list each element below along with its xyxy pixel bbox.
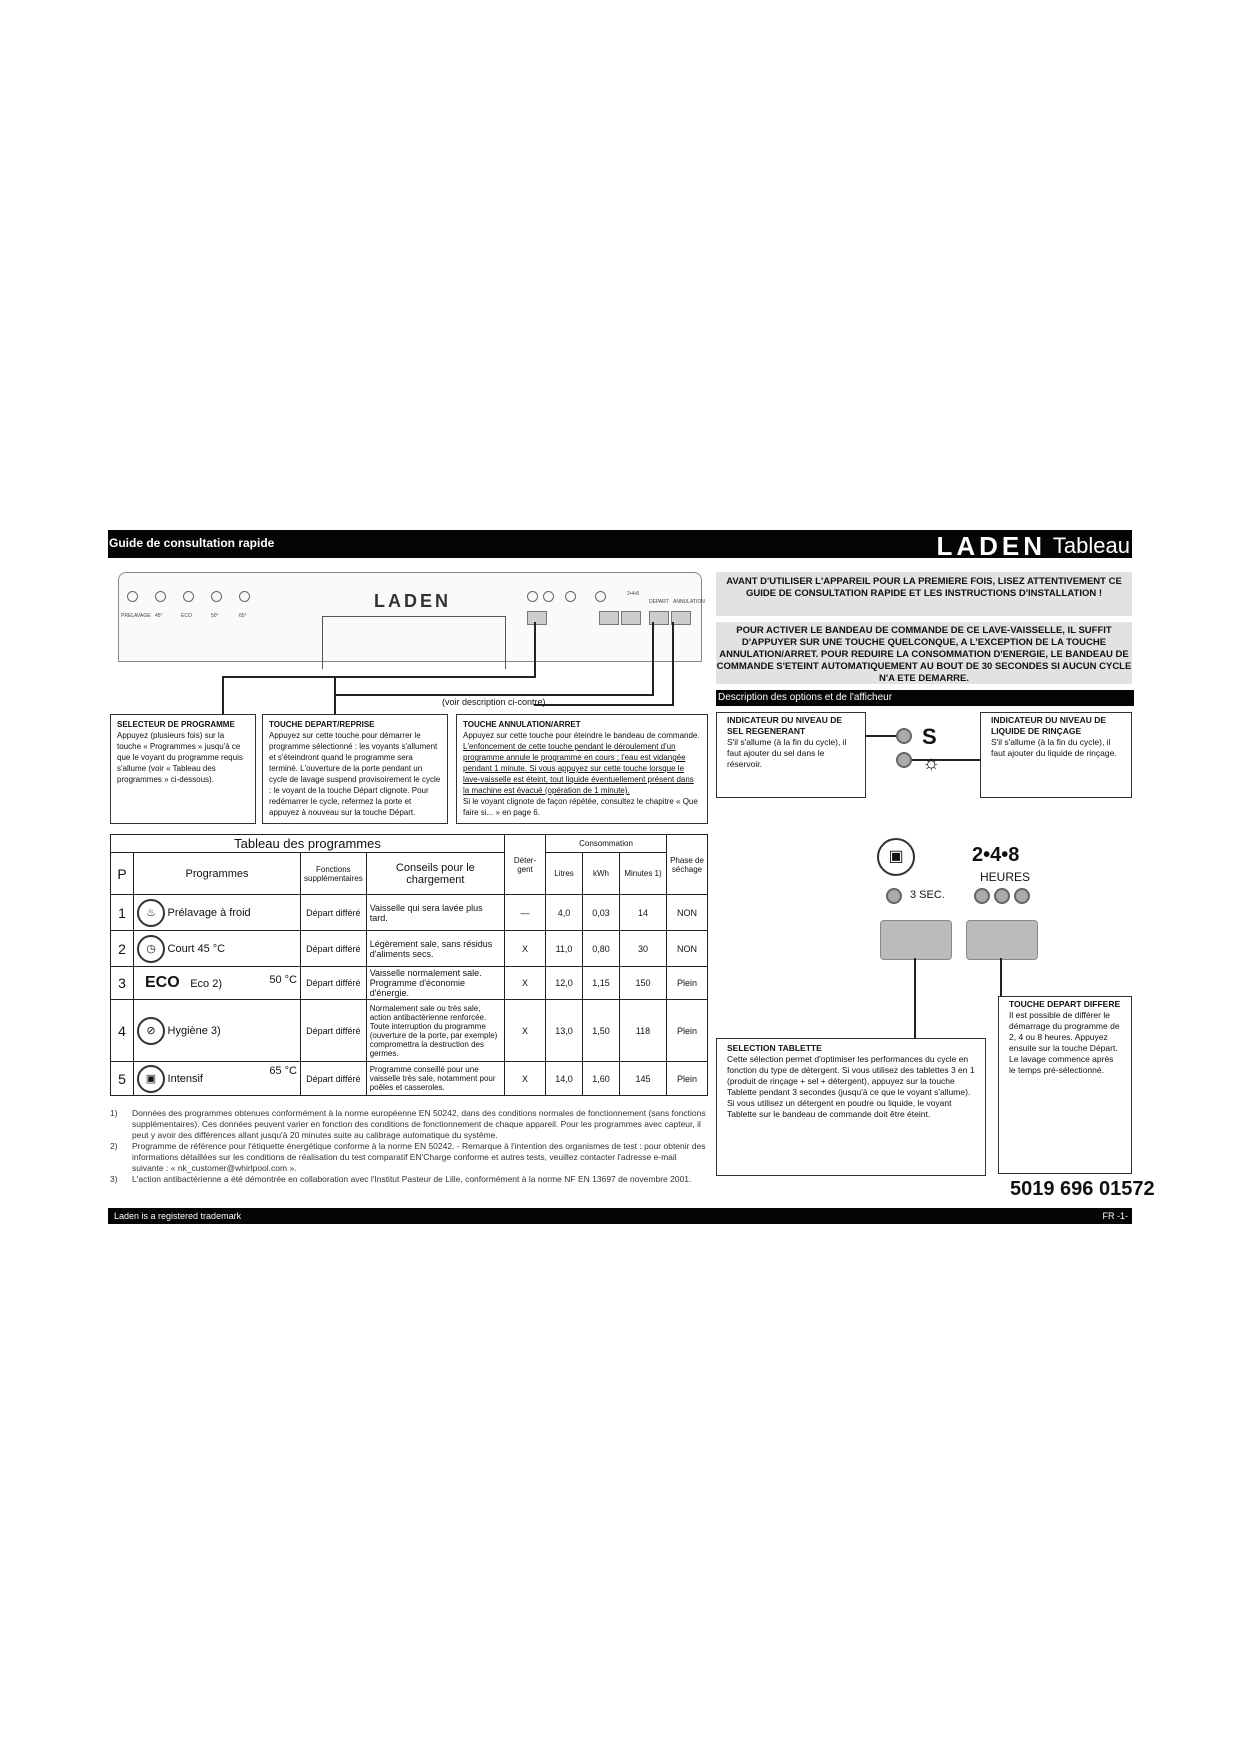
rinse-aid-indicator-box [980,712,1132,798]
first-use-warning: AVANT D'UTILISER L'APPAREIL POUR LA PREMIERE FOIS, LISEZ ATTENTIVEMENT CE GUIDE DE CONSULTATION RAPIDE ET LES INSTRUCTIONS D'INSTALLATION ! [716,572,1132,616]
col-functions: Fonctions supplémentaires [301,853,367,895]
connector-line [908,759,982,761]
clock-icon: ◷ [137,935,165,963]
program-cell [134,967,301,1000]
function-cell: Départ différé [301,895,367,931]
footnote-number: 1) [110,1108,118,1118]
delay-led-2h [974,888,990,904]
col-programs: Programmes [134,853,301,895]
panel-label: 65° [239,613,247,619]
connector-line [914,958,916,1038]
indicator-led [543,591,554,602]
footnote-text: L'action antibactérienne a été démontrée en collaboration avec l'Institut Pasteur de Lille, conformément à la norme NF EN 13697 de novembre 2001. [132,1174,692,1184]
eco-icon: ECO [145,974,180,991]
table-row [111,1000,708,1062]
callout-text: Appuyez (plusieurs fois) sur la touche « Programmes » jusqu'à ce que le voyant du programme requis s'allume (voir « Tableau des programmes » ci-dessous). [117,731,243,784]
callout-title: SELECTEUR DE PROGRAMME [117,720,235,729]
tablet-led [886,888,902,904]
cancel-button [671,611,691,625]
indicator-led [595,591,606,602]
panel-label: ECO [181,613,192,619]
tip-cell: Vaisselle qui sera lavée plus tard. [366,895,504,931]
footnote-number: 2) [110,1141,118,1151]
program-selector-callout [110,714,256,824]
litres-cell: 12,0 [546,967,583,1000]
col-consumption: Consommation [546,835,667,853]
indicator-led [239,591,250,602]
function-cell: Départ différé [301,1062,367,1096]
delay-button [621,611,641,625]
drying-cell: Plein [667,1000,708,1062]
callout-text: Appuyez sur cette touche pour éteindre le bandeau de commande. [463,731,700,740]
litres-cell: 13,0 [546,1000,583,1062]
detergent-cell: X [505,1000,546,1062]
delay-led-8h [1014,888,1030,904]
kwh-cell: 1,60 [583,1062,620,1096]
function-cell: Départ différé [301,967,367,1000]
col-drying: Phase de séchage [667,835,708,895]
minutes-cell: 150 [620,967,667,1000]
table-row [111,931,708,967]
connector-line [222,676,536,678]
program-name: Prélavage à froid [167,906,251,919]
footnote-number: 3) [110,1174,118,1184]
guide-title: Guide de consultation rapide [109,536,275,550]
delay-button-illustration [966,920,1038,960]
box-title: INDICATEUR DU NIVEAU DE SEL REGENERANT [727,715,843,736]
rinse-led [896,752,912,768]
table-row [111,1062,708,1096]
tip-cell: Programme conseillé pour une vaisselle très sale, notamment pour poêles et casseroles. [366,1062,504,1096]
row-number: 5 [111,1062,134,1096]
table-row [111,895,708,931]
panel-label: PRELAVAGE [121,613,151,619]
row-number: 1 [111,895,134,931]
box-text: S'il s'allume (à la fin du cycle), il faut ajouter du sel dans le réservoir. [727,737,847,769]
table-title: Tableau des programmes [111,835,505,853]
col-detergent: Déter-gent [505,835,546,895]
indicator-led [527,591,538,602]
connector-line [334,694,654,696]
row-number: 4 [111,1000,134,1062]
col-litres: Litres [546,853,583,895]
litres-cell: 11,0 [546,931,583,967]
tablet-selection-box [716,1038,986,1176]
box-text: Cette sélection permet d'optimiser les performances du cycle en fonction du type de détergent. Si vous utilisez des tablettes 3 en 1 (produit de rinçage + sel + détergent), appuyez sur la touche Tablette pendant 3 secondes (jusqu'à ce que le voyant s'allume). Si vous utilisez un détergent en poudre ou liquide, le voyant Tablette sur le bandeau de commande doit être éteint. [727,1054,975,1119]
footnote-text: Programme de référence pour l'étiquette énergétique conforme à la norme EN 50242. - Remarque à l'intention des organismes de test : pour obtenir des informations détaillées sur les conditions de réalisation du test comparatif EN'Charge conforme et autres tests, veuillez contacter l'adresse e-mail suivante : « nk_customer@whirlpool.com ». [132,1141,706,1173]
footnote-text: Données des programmes obtenues conformément à la norme européenne EN 50242, dans des conditions normales de fonctionnement (sans fonctions supplémentaires). Ces données peuvent varier en fonction des conditions de fonctionnement de chaque appareil. Pour les programmes avec capteur, il peut y avoir des différences allant jusqu'à 20 minutes suite au calibrage automatique du système. [132,1108,706,1140]
detergent-cell: X [505,931,546,967]
row-number: 3 [111,967,134,1000]
kwh-cell: 1,15 [583,967,620,1000]
program-cell [134,1062,301,1096]
minutes-cell: 145 [620,1062,667,1096]
program-cell [134,1000,301,1062]
connector-line [672,622,674,706]
footnote [110,1174,710,1185]
program-name: Hygiène 3) [167,1024,221,1037]
panel-label: 50° [211,613,219,619]
callout-text: Si le voyant clignote de façon répétée, consultez le chapitre « Que faire si... » en page 6. [463,797,698,817]
delayed-start-box [998,996,1132,1174]
section-title: Tableau [1052,533,1130,558]
panel-label: 45° [155,613,163,619]
drying-cell: Plein [667,967,708,1000]
program-name: Court 45 °C [167,942,226,955]
kwh-cell: 1,50 [583,1000,620,1062]
program-temp: 50 °C [269,974,297,986]
drying-cell: NON [667,895,708,931]
kwh-cell: 0,80 [583,931,620,967]
program-name: Intensif [167,1072,203,1085]
connector-line [1000,958,1002,998]
tablet-seconds-label: 3 SEC. [910,889,945,901]
program-cell [134,895,301,931]
rinse-aid-icon: ☼ [922,752,941,774]
delay-unit-label: HEURES [980,870,1031,884]
col-p: P [111,853,134,895]
document-code: 5019 696 01572 [1010,1178,1155,1200]
door-outline [322,616,506,669]
program-cell [134,931,301,967]
activation-warning: POUR ACTIVER LE BANDEAU DE COMMANDE DE CE LAVE-VAISSELLE, IL SUFFIT D'APPUYER SUR UNE TOUCHE QUELCONQUE, A L'EXCEPTION DE LA TOUCHE ANNULATION/ARRET. POUR REDUIRE LA CONSOMMATION D'ENERGIE, LE BANDEAU DE COMMANDE S'ETEINT AUTOMATIQUEMENT AU BOUT DE 30 SECONDES SI AUCUN CYCLE N'A ETE DEMARRE. [716,622,1132,684]
footnote [110,1108,710,1141]
cancel-off-callout [456,714,708,824]
panel-label: 2•4•8 [627,591,639,597]
indicator-led [183,591,194,602]
drying-cell: Plein [667,1062,708,1096]
callout-title: TOUCHE DEPART/REPRISE [269,720,375,729]
salt-icon: S [922,724,937,749]
brand-logo: LADEN [936,531,1046,561]
delay-led-4h [994,888,1010,904]
panel-logo: LADEN [374,591,451,611]
start-resume-callout [262,714,448,824]
delay-hours-label: 2•4•8 [972,844,1020,866]
col-kwh: kWh [583,853,620,895]
salt-led [896,728,912,744]
callout-title: TOUCHE ANNULATION/ARRET [463,720,581,729]
program-temp: 65 °C [269,1064,297,1077]
indicator-led [565,591,576,602]
program-table [110,834,708,1096]
page-number: FR -1- [1102,1211,1128,1221]
box-text: Il est possible de différer le démarrage du programme de 2, 4 ou 8 heures. Appuyez ensuite sur la touche Départ. Le lavage commence après le temps pré-sélectionné. [1009,1010,1120,1075]
minutes-cell: 118 [620,1000,667,1062]
col-minutes: Minutes 1) [620,853,667,895]
minutes-cell: 30 [620,931,667,967]
footnotes [110,1108,710,1185]
table-row [111,967,708,1000]
connector-line [222,676,224,714]
tip-cell: Légèrement sale, sans résidus d'aliments secs. [366,931,504,967]
callout-text: Appuyez sur cette touche pour démarrer le programme sélectionné : les voyants s'allument et s'éteindront quand le programme sera terminé. L'ouverture de la porte pendant un cycle de lavage suspend provisoirement le cycle : le voyant de la touche Départ clignote. Pour redémarrer le cycle, refermez la porte et appuyez à nouveau sur la touche Départ. [269,731,441,817]
connector-line [534,704,674,706]
panel-label: ANNULATION [673,599,705,605]
tip-cell: Vaisselle normalement sale. Programme d'économie d'énergie. [366,967,504,1000]
tablet-button-illustration [880,920,952,960]
function-cell: Départ différé [301,931,367,967]
box-title: TOUCHE DEPART DIFFERE [1009,999,1121,1009]
box-title: SELECTION TABLETTE [727,1043,822,1053]
tablet-icon: ▣ [877,838,915,876]
connector-line [652,622,654,696]
indicator-led [127,591,138,602]
drying-cell: NON [667,931,708,967]
litres-cell: 14,0 [546,1062,583,1096]
function-cell: Départ différé [301,1000,367,1062]
callout-text-underlined: L'enfoncement de cette touche pendant le déroulement d'un programme annule le programme en cours ; l'eau est vidangée pendant 1 minute. Si vous appuyez sur cette touche lorsque le lave-vaisselle est éteint, tout liquide éventuellement présent dans la machine est évacué (opération de 1 minute). [463,742,694,795]
litres-cell: 4,0 [546,895,583,931]
indicator-led [155,591,166,602]
panel-label: DEPART [649,599,669,605]
program-button [527,611,547,625]
kwh-cell: 0,03 [583,895,620,931]
trademark-note: Laden is a registered trademark [114,1211,242,1221]
row-number: 2 [111,931,134,967]
options-section-title: Description des options et de l'afficheur [716,690,1134,706]
see-description-note: (voir description ci-contre) [442,697,546,707]
box-text: S'il s'allume (à la fin du cycle), il faut ajouter du liquide de rinçage. [991,737,1117,758]
tip-cell: Normalement sale ou très sale, action antibactérienne renforcée. Toute interruption du programme (ouverture de la porte, par exemple) compromettra la destruction des germes. [366,1000,504,1062]
pot-icon: ▣ [137,1065,165,1093]
footnote [110,1141,710,1174]
box-title: INDICATEUR DU NIVEAU DE LIQUIDE DE RINÇAGE [991,715,1107,736]
detergent-cell: — [505,895,546,931]
col-loading-tips: Conseils pour le chargement [366,853,504,895]
program-name: Eco 2) [190,978,222,990]
connector-line [534,622,536,678]
footer-bar [108,1208,1132,1224]
hygiene-icon: ⊘ [137,1017,165,1045]
connector-line [866,735,896,737]
indicator-led [211,591,222,602]
minutes-cell: 14 [620,895,667,931]
detergent-cell: X [505,967,546,1000]
detergent-cell: X [505,1062,546,1096]
salt-indicator-box [716,712,866,798]
prewash-icon: ♨ [137,899,165,927]
tablet-button [599,611,619,625]
header-bar [108,530,1132,561]
